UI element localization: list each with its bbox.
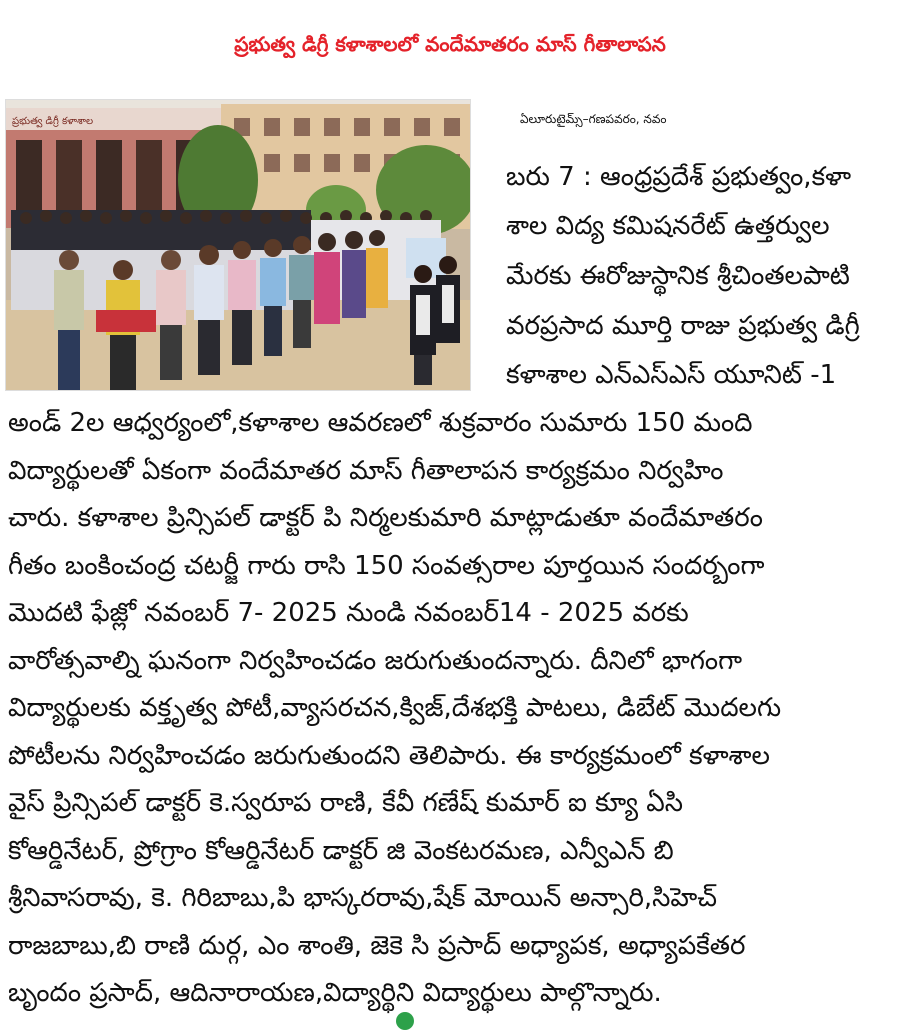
article-line: కోఆర్డినేటర్, ప్రోగ్రాం కోఆర్డినేటర్ డాక్టర్ జి వెంకటరమణ, ఎన్వీఎన్ బి [8,836,674,866]
article-line: బృందం ప్రసాద్, ఆదినారాయణ,విద్యార్థిని విద్యార్థులు పాల్గొన్నారు. [8,978,662,1008]
article-line: వరప్రసాద మూర్తి రాజు ప్రభుత్వ డిగ్రీ [506,311,860,341]
article-line: శ్రీనివాసరావు, కె. గిరిబాబు,పి భాస్కరరావు,షేక్ మోయిన్ అన్సారి,సిహెచ్ [8,883,718,913]
article-line: రాజబాబు,బి రాణి దుర్గ, ఎం శాంతి, జెకె సి ప్రసాద్ అధ్యాపక, అధ్యాపకేతర [8,931,746,961]
article-line: విద్యార్థులతో ఏకంగా వందేమాతర మాస్ గీతాలాపన కార్యక్రమం నిర్వహిం [8,456,724,486]
article-line: బరు 7 : ఆంధ్రప్రదేశ్ ప్రభుత్వం,కళా [506,162,852,192]
article-line: ఏలూరుటైమ్స్–గణపవరం, నవం [520,112,667,126]
article-line: పోటీలను నిర్వహించడం జరుగుతుందని తెలిపారు. ఈ కార్యక్రమంలో కళాశాల [8,741,770,771]
article-line: చారు. కళాశాల ప్రిన్సిపల్ డాక్టర్ పి నిర్మలకుమారి మాట్లాడుతూ వందేమాతరం [8,503,763,533]
article-line: గీతం బంకించంద్ర చటర్జీ గారు రాసి 150 సంవత్సరాల పూర్తయిన సందర్బంగా [8,551,765,581]
article-line: వారోత్సవాల్ని ఘనంగా నిర్వహించడం జరుగుతుందన్నారు. దీనిలో భాగంగా [8,646,743,676]
article-line: మేరకు ఈరోజుస్థానిక శ్రీచింతలపాటి [506,261,850,291]
article-line: శాల విద్య కమిషనరేట్ ఉత్తర్వుల [506,211,830,241]
logo-dot-icon [396,1012,414,1030]
article-line: కళాశాల ఎన్ఎస్ఎస్ యూనిట్ -1 [506,360,837,390]
article-line: వైస్ ప్రిన్సిపల్ డాక్టర్ కె.స్వరూప రాణి, కేవీ గణేష్ కుమార్ ఐ క్యూ ఏసి [8,788,683,818]
signboard-text: ప్రభుత్వ డిగ్రీ కళాశాల [12,116,94,127]
article-line: అండ్ 2ల ఆధ్వర్యంలో,కళాశాల ఆవరణలో శుక్రవారం సుమారు 150 మంది [8,408,753,438]
article-line: విద్యార్థులకు వక్తృత్వ పోటీ,వ్యాసరచన,క్విజ్,దేశభక్తి పాటలు, డిబేట్ మొదలగు [8,693,782,723]
article-line: మొదటి ఫేజ్లో నవంబర్ 7- 2025 నుండి నవంబర్14 - 2025 వరకు [8,598,689,628]
headline: ప్రభుత్వ డిగ్రీ కళాశాలలో వందేమాతరం మాస్ గీతాలాపన [234,31,666,56]
